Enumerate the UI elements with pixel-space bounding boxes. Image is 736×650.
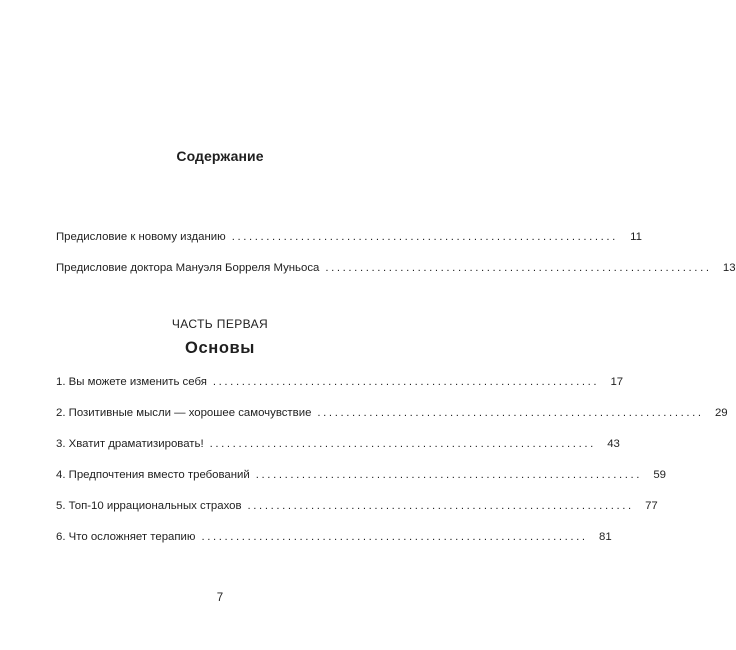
page-number: 7 xyxy=(216,592,224,604)
part-title: Основы xyxy=(185,339,255,357)
toc-entry-page: 59 xyxy=(653,469,667,481)
toc-entry-title: 6. Что осложняет терапию xyxy=(56,531,196,543)
toc-entry xyxy=(56,231,642,247)
toc-entry-title: 1. Вы можете изменить себя xyxy=(56,376,207,388)
toc-entry-title: 5. Топ-10 иррациональных страхов xyxy=(56,500,242,512)
toc-entry xyxy=(56,407,728,423)
toc-entry-title: Предисловие к новому изданию xyxy=(56,231,226,243)
dot-leader: ................................................................... xyxy=(212,376,600,388)
dot-leader: ................................................................... xyxy=(325,262,712,274)
toc-entry xyxy=(56,469,667,485)
part-label: ЧАСТЬ ПЕРВАЯ xyxy=(171,317,269,331)
dot-leader: ................................................................... xyxy=(247,500,634,512)
dot-leader: ................................................................... xyxy=(201,531,588,543)
toc-entry-title: Предисловие доктора Мануэля Борреля Муньоса xyxy=(56,262,320,274)
toc-entry xyxy=(56,438,620,454)
toc-entry xyxy=(56,500,658,516)
toc-entry xyxy=(56,376,624,392)
dot-leader: ................................................................... xyxy=(209,438,596,450)
toc-entry-page: 43 xyxy=(607,438,620,450)
toc-entry xyxy=(56,531,612,547)
toc-entry-page: 13 xyxy=(722,262,736,274)
toc-entry-page: 81 xyxy=(599,531,612,543)
toc-entry-page: 17 xyxy=(610,376,624,388)
dot-leader: ................................................................... xyxy=(231,231,618,243)
toc-entry-page: 77 xyxy=(645,500,658,512)
toc-entry-page: 29 xyxy=(714,407,728,419)
contents-heading: Содержание xyxy=(176,148,264,164)
toc-entry-page: 11 xyxy=(630,231,642,243)
dot-leader: ................................................................... xyxy=(317,407,704,419)
toc-entry-title: 2. Позитивные мысли — хорошее самочувствие xyxy=(56,407,312,419)
dot-leader: ................................................................... xyxy=(255,469,643,481)
toc-entry-title: 3. Хватит драматизировать! xyxy=(56,438,204,450)
toc-entry xyxy=(56,262,736,278)
toc-entry-title: 4. Предпочтения вместо требований xyxy=(56,469,250,481)
